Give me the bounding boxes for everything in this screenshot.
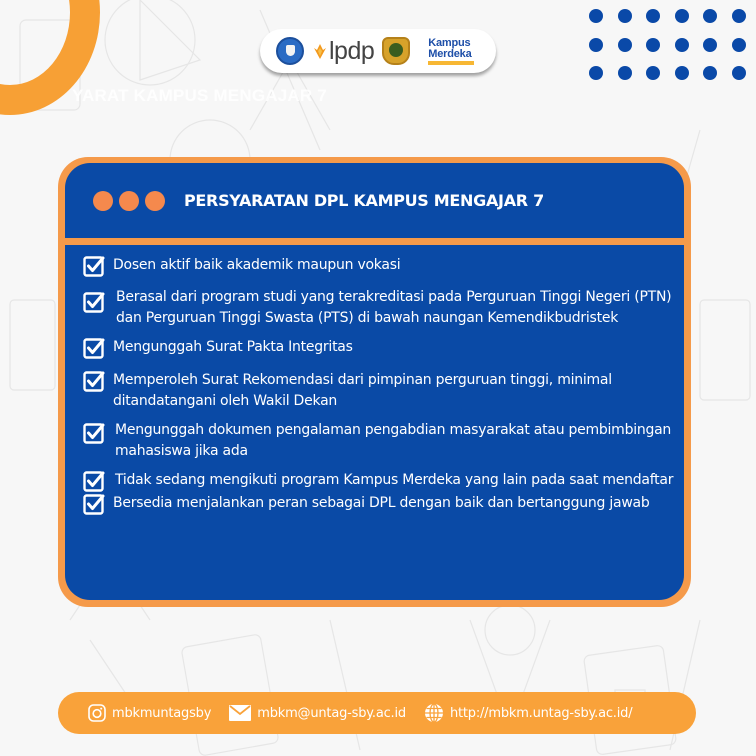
email-address[interactable]: mbkm@untag-sby.ac.id bbox=[257, 705, 406, 721]
card-title: PERSYARATAN DPL KAMPUS MENGAJAR 7 bbox=[184, 191, 544, 210]
lpdp-logo bbox=[312, 36, 375, 65]
requirement-item bbox=[83, 287, 674, 329]
checkbox-checked-icon bbox=[83, 337, 105, 359]
card-body bbox=[65, 245, 684, 600]
requirement-text: Mengunggah dokumen pengalaman pengabdian masyarakat atau pembimbingan mahasiswa jika ada bbox=[115, 422, 672, 459]
watermark-title: YARAT KAMPUS MENGAJAR 7 bbox=[72, 86, 327, 105]
instagram-handle[interactable]: mbkmuntagsby bbox=[112, 705, 212, 721]
requirement-text: Bersedia menjalankan peran sebagai DPL dengan baik dan bertanggung jawab bbox=[113, 495, 650, 511]
website-url[interactable]: http://mbkm.untag-sby.ac.id/ bbox=[449, 705, 633, 721]
checkbox-checked-icon bbox=[83, 493, 105, 515]
website-contact[interactable] bbox=[424, 703, 632, 723]
requirement-text: Tidak sedang mengikuti program Kampus Merdeka yang lain pada saat mendaftar bbox=[115, 472, 674, 488]
dot-icon bbox=[145, 191, 165, 211]
requirement-item bbox=[83, 493, 674, 515]
kampus-merdeka-line1: Kampus bbox=[428, 36, 471, 49]
kampus-merdeka-line2: Merdeka bbox=[428, 47, 472, 60]
instagram-icon bbox=[88, 704, 106, 722]
decorative-dot-grid bbox=[589, 9, 748, 82]
mail-icon bbox=[229, 705, 251, 721]
lpdp-wordmark: lpdp bbox=[329, 36, 375, 65]
checkbox-checked-icon bbox=[83, 470, 105, 492]
requirement-item bbox=[83, 420, 674, 462]
partner-logo-bar bbox=[260, 29, 496, 73]
requirements-list bbox=[83, 255, 674, 515]
requirement-text: Mengunggah Surat Pakta Integritas bbox=[113, 339, 353, 355]
requirement-item bbox=[83, 337, 674, 359]
lpdp-flame-icon bbox=[312, 42, 328, 60]
requirement-text: Memperoleh Surat Rekomendasi dari pimpinan perguruan tinggi, minimal ditandatangani oleh Wakil Dekan bbox=[113, 372, 612, 409]
checkbox-checked-icon bbox=[83, 255, 105, 277]
dot-icon bbox=[93, 191, 113, 211]
dot-icon bbox=[119, 191, 139, 211]
checkbox-checked-icon bbox=[83, 422, 105, 444]
requirement-item bbox=[83, 255, 674, 277]
requirement-text: Dosen aktif baik akademik maupun vokasi bbox=[113, 257, 401, 273]
checkbox-checked-icon bbox=[83, 370, 105, 392]
requirement-item bbox=[83, 470, 674, 492]
requirements-card bbox=[58, 157, 691, 607]
tut-wuri-handayani-logo bbox=[276, 37, 304, 65]
untag-logo bbox=[382, 37, 410, 65]
contact-footer bbox=[58, 692, 696, 734]
requirement-item bbox=[83, 370, 674, 412]
kampus-merdeka-tagline bbox=[428, 61, 474, 65]
requirement-text: Berasal dari program studi yang terakreditasi pada Perguruan Tinggi Negeri (PTN) dan Perguruan Tinggi Swasta (PTS) di bawah naungan Kemendikbudristek bbox=[116, 289, 672, 326]
instagram-contact[interactable] bbox=[88, 704, 211, 722]
globe-icon bbox=[424, 703, 444, 723]
email-contact[interactable] bbox=[229, 705, 406, 721]
checkbox-checked-icon bbox=[83, 291, 105, 313]
kampus-merdeka-logo bbox=[428, 38, 474, 65]
card-header bbox=[65, 163, 684, 238]
window-dots bbox=[93, 191, 165, 211]
